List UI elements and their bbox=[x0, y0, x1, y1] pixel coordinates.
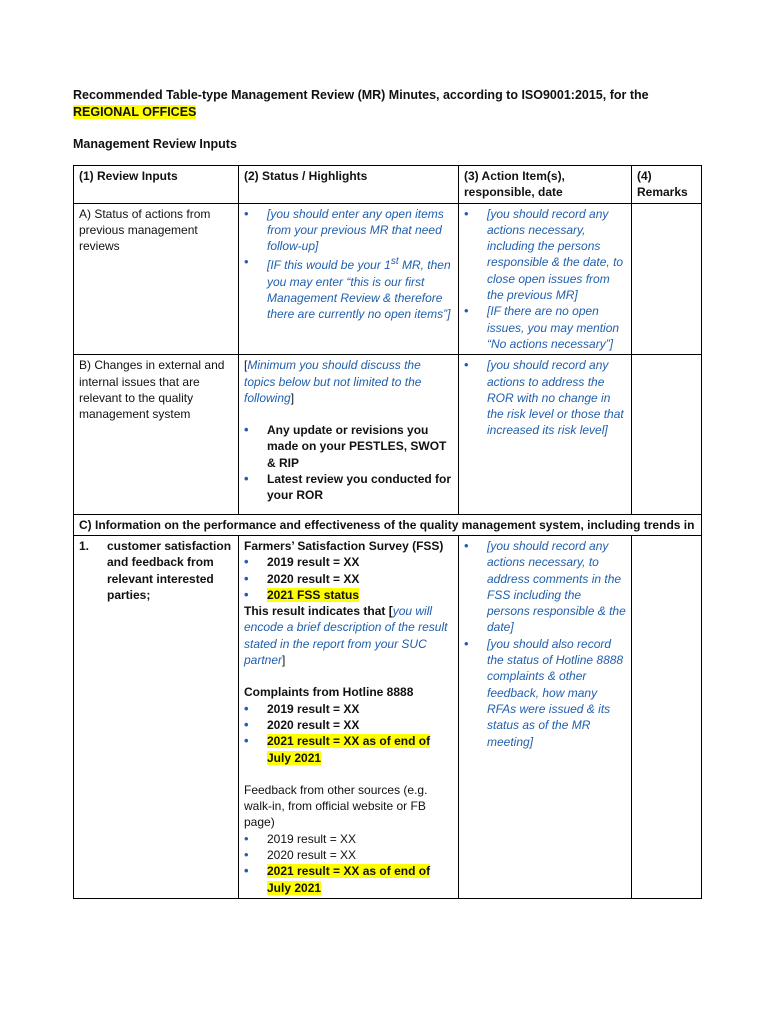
fss-title: Farmers’ Satisfaction Survey (FSS) bbox=[244, 538, 444, 553]
row-a-input: A) Status of actions from previous management reviews bbox=[74, 203, 239, 355]
row-b-intro-text: Minimum you should discuss the topics below but not limited to the following bbox=[244, 358, 422, 405]
hotline-title: Complaints from Hotline 8888 bbox=[244, 685, 414, 700]
row-c1-action-item: • [you should also record the status of Hotline 8888 complaints & other feedback, how many RFAs were issued & its status as of the MR meeting] bbox=[464, 636, 626, 750]
row-c-header: C) Information on the performance and effectiveness of the quality management system, including trends in bbox=[74, 514, 702, 535]
table-header-row bbox=[74, 166, 702, 204]
management-review-table bbox=[73, 165, 702, 899]
row-a-action-item: • [IF there are no open issues, you may mention “No actions necessary”] bbox=[464, 303, 626, 352]
feedback-title: Feedback from other sources (e.g. walk-in, from official website or FB page) bbox=[244, 782, 428, 830]
fss-result-text bbox=[244, 603, 453, 668]
row-b-status-item: • Latest review you conducted for your ROR bbox=[244, 471, 453, 504]
hotline-2021-highlight: 2021 result = XX as of end of July 2021 bbox=[267, 734, 431, 765]
section-subtitle: Management Review Inputs bbox=[73, 137, 237, 151]
row-a-status-text: MR, then you may enter “this is our first Management Review & therefore there are currently no open items”] bbox=[267, 258, 451, 322]
row-b-status bbox=[239, 355, 459, 514]
bracket-open: [ bbox=[244, 358, 248, 373]
fss-status-highlight: 2021 FSS status bbox=[267, 587, 360, 602]
feedback-item: • 2020 result = XX bbox=[244, 847, 453, 863]
bracket-close: ] bbox=[290, 390, 295, 405]
table-row-c1 bbox=[74, 535, 702, 898]
fss-item-highlight bbox=[244, 587, 453, 603]
fss-item: • 2019 result = XX bbox=[244, 554, 453, 570]
row-a-action-item: • [you should record any actions necessary, including the persons responsible & the date, to close open issues from the previous MR] bbox=[464, 206, 626, 304]
row-c1-status bbox=[239, 535, 459, 898]
document-title bbox=[73, 87, 693, 121]
title-highlight: REGIONAL OFFICES bbox=[73, 105, 197, 119]
row-c1-action-item: • [you should record any actions necessary, to address comments in the FSS including the persons responsible & the date] bbox=[464, 538, 626, 636]
table-row-c-header bbox=[74, 514, 702, 535]
row-c1-input bbox=[74, 535, 239, 898]
row-a-status-item bbox=[244, 254, 453, 322]
table-row-b bbox=[74, 355, 702, 514]
result-prefix: This result indicates that [ bbox=[244, 604, 393, 619]
row-c1-action bbox=[459, 535, 632, 898]
table-row-a bbox=[74, 203, 702, 355]
row-a-status-text: [IF this would be your 1 bbox=[267, 258, 391, 273]
hotline-item: • 2019 result = XX bbox=[244, 701, 453, 717]
result-suffix: ] bbox=[282, 653, 286, 668]
row-c1-input-text: customer satisfaction and feedback from relevant interested parties; bbox=[107, 538, 232, 602]
feedback-2021-highlight: 2021 result = XX as of end of July 2021 bbox=[267, 864, 431, 895]
feedback-item: • 2019 result = XX bbox=[244, 831, 453, 847]
row-b-action-item: • [you should record any actions to address the ROR with no change in the risk level or those that increased its risk level] bbox=[464, 357, 626, 438]
row-a-remarks bbox=[632, 203, 702, 355]
result-description: you will encode a brief description of the result stated in the report from your SUC partner bbox=[244, 604, 448, 668]
hotline-item: • 2020 result = XX bbox=[244, 717, 453, 733]
row-a-status-item: • [you should enter any open items from your previous MR that need follow-up] bbox=[244, 206, 453, 255]
title-line: Recommended Table-type Management Review (MR) Minutes, according to ISO9001:2015, for the bbox=[73, 88, 649, 102]
row-b-input: B) Changes in external and internal issues that are relevant to the quality management system bbox=[74, 355, 239, 514]
row-c1-number: 1. bbox=[79, 538, 90, 553]
header-status-highlights: (2) Status / Highlights bbox=[239, 166, 459, 204]
row-c1-remarks bbox=[632, 535, 702, 898]
header-action-items: (3) Action Item(s), responsible, date bbox=[459, 166, 632, 204]
row-b-action bbox=[459, 355, 632, 514]
header-remarks: (4) Remarks bbox=[632, 166, 702, 204]
header-review-inputs: (1) Review Inputs bbox=[74, 166, 239, 204]
hotline-item-highlight bbox=[244, 733, 453, 766]
row-a-action bbox=[459, 203, 632, 355]
fss-item: • 2020 result = XX bbox=[244, 571, 453, 587]
row-b-status-intro bbox=[244, 357, 453, 406]
row-a-status bbox=[239, 203, 459, 355]
feedback-item-highlight bbox=[244, 863, 453, 896]
row-b-status-item: • Any update or revisions you made on your PESTLES, SWOT & RIP bbox=[244, 422, 453, 471]
ordinal-suffix: st bbox=[390, 256, 399, 268]
row-b-remarks bbox=[632, 355, 702, 514]
